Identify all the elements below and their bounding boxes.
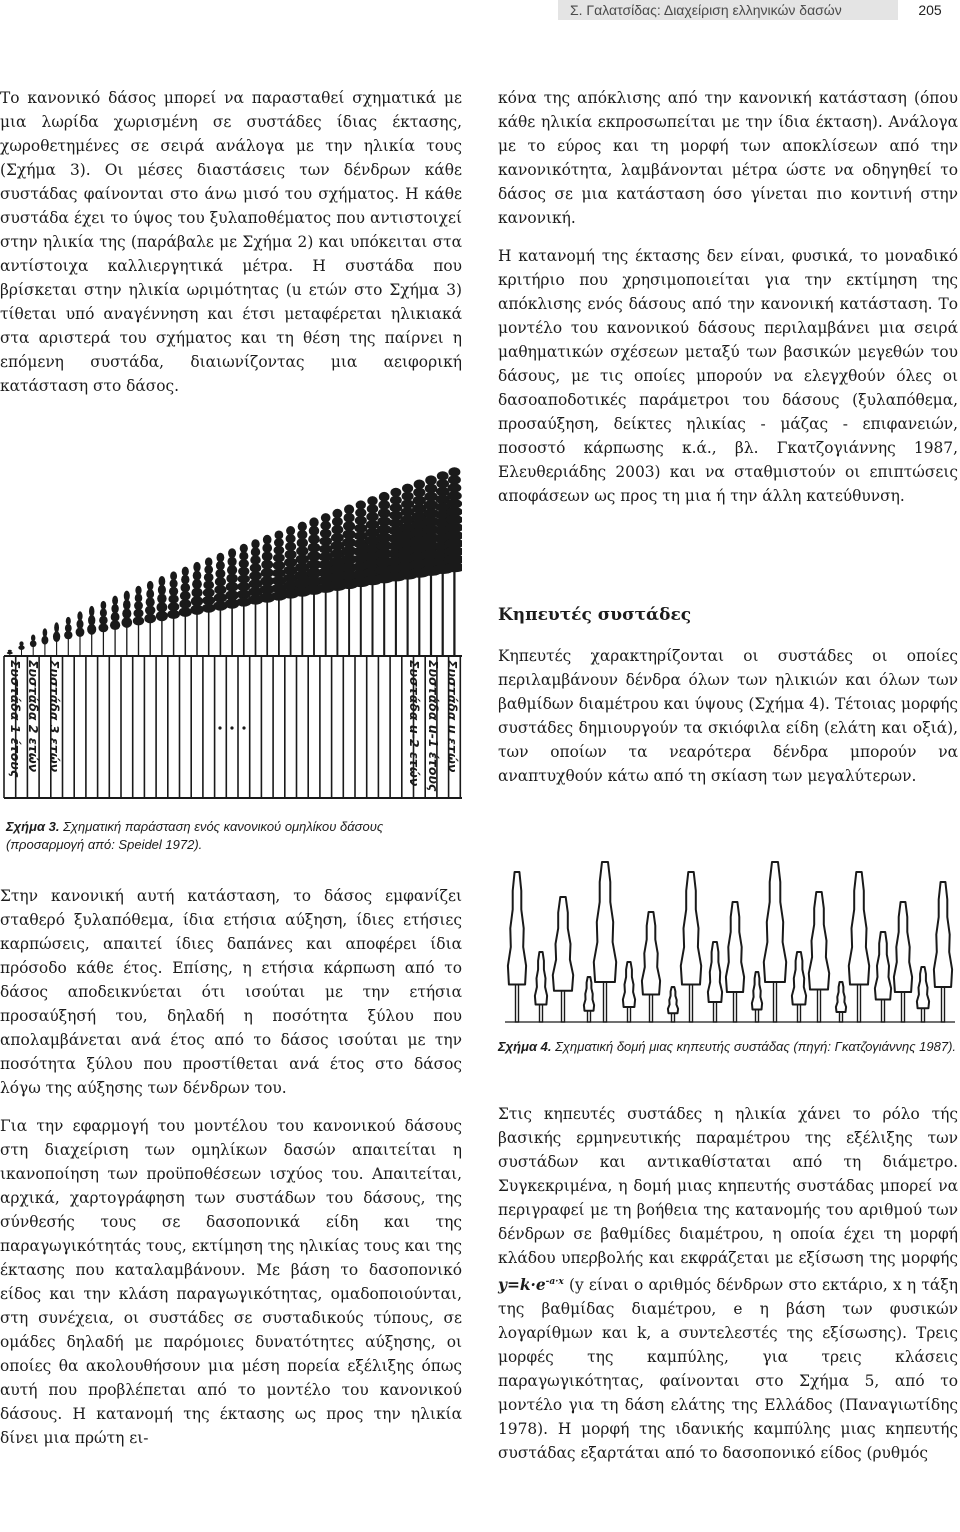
tree-trunk — [672, 1013, 675, 1022]
tree-trunk — [650, 995, 653, 1023]
tree-trunk — [562, 991, 565, 1022]
tree — [30, 635, 37, 656]
tree-crown — [144, 614, 156, 624]
tree — [584, 977, 594, 1022]
tree-crown — [836, 982, 846, 1012]
tree — [764, 862, 786, 1022]
tree-crown — [98, 623, 108, 632]
tree-trunk — [840, 1012, 843, 1022]
paragraph: Το κανονικό δάσος μπορεί να παρασταθεί σχηματικά με μια λωρίδα χωρισμένη σε συστάδες ίδιας έκτασης, χωροθετημένες σε σειρά ανάλογα με την ηλικία τους (Σχήμα 3). Οι μέσες διαστάσεις των δένδρων κάθε συστάδας φαίνονται στο άνω μισό του σχήματος. Η κάθε συστάδα έχει το ύψος του ξυλαποθέματος που αντιστοιχεί στην ηλικία της (παράβαλε με Σχήμα 2) και υπόκειται στα αντίστοιχα καλλιεργητικά μέτρα. Η συστάδα που βρίσκεται στην ηλικία ωριμότητας (u ετών στο Σχήμα 3) τίθεται υπό αναγέννηση και έτσι μεταφέρεται ηλικιακά στα αριστερά του σχήματος και τη θέση της παίρνει η επόμενη συστάδα, διαιωνίζοντας μια αειφορική κατάσταση στο δάσος. — [0, 89, 462, 395]
tree — [156, 576, 168, 656]
formula-base: y=k·e — [498, 1276, 546, 1295]
tree — [752, 972, 762, 1022]
caption-text: Σχηματική δομή μιας κηπευτής συστάδας (πηγή: Γκατζογιάννης 1987). — [555, 1039, 957, 1054]
tree-crown — [30, 640, 37, 647]
caption-text: Σχηματική παράσταση ενός κανονικού ομηλίκου δάσους (προσαρμογή από: Speidel 1972). — [6, 819, 384, 852]
tree-trunk — [714, 1002, 717, 1022]
tree — [64, 617, 72, 656]
tree-trunk — [734, 992, 737, 1022]
tree-trunk — [942, 987, 945, 1022]
caption-label: Σχήμα 3. — [6, 819, 60, 834]
tree — [553, 897, 573, 1022]
tree-crown — [594, 862, 616, 982]
ellipsis-dot — [230, 726, 233, 729]
figure-3-normal-forest — [0, 460, 462, 805]
paragraph-text: Στις κηπευτές συστάδες η ηλικία χάνει το ρόλο τής βασικής ερμηνευτικής παραμέτρου της εξέλιξης των συστάδων και αντικαθίσταται από τη διάμετρο. Συγκεκριμένα, η δομή μιας κηπευτής συστάδας μπορεί να περιγραφεί με τη βοήθεια της κατανομής του αριθμού των δένδρων σε βαθμίδες διαμέτρου, η οποία έχει τη μορφή κλάδου υπερβολής και εκφράζεται με εξίσωση της μορφής — [498, 1105, 958, 1267]
tree-crown — [110, 620, 120, 630]
tree-trunk — [818, 990, 821, 1023]
tree — [87, 606, 96, 656]
tree-trunk — [858, 985, 861, 1023]
tree — [18, 641, 24, 656]
tree-crown — [726, 902, 744, 992]
tree — [508, 872, 526, 1022]
tree-trunk — [690, 985, 693, 1023]
tree-silhouettes — [505, 862, 955, 1022]
tree-crown — [681, 872, 701, 985]
tree-crown — [584, 977, 594, 1011]
tree — [110, 596, 120, 656]
tree-crown — [708, 942, 722, 1002]
tree — [917, 967, 929, 1022]
tree — [642, 912, 660, 1022]
right-column-bottom — [498, 1102, 958, 1465]
paragraph: Κηπευτές χαρακτηρίζονται οι συστάδες οι οποίες περιλαμβάνουν δένδρα όλων των ηλικιών και όλων των βαθμίδων διαμέτρου και ύψους (Σχήμα 4). Τέτοιας μορφής συστάδες δημιουργούν τα σκιόφιλα είδη (ελάτη και οξιά), των οποίων τα νεαρότερα δένδρα μπορούν να αναπτυχθούν κάτω από τη σκίαση των μεγαλύτερων. — [498, 647, 958, 785]
tree — [133, 586, 144, 656]
stand-labels — [8, 660, 460, 792]
left-column-bottom — [0, 884, 462, 1450]
tree-crown — [87, 624, 96, 635]
stand-label: Συστάδα u ετών — [445, 660, 460, 773]
tree-crown — [934, 882, 952, 987]
page-number: 205 — [918, 2, 942, 18]
running-head: Σ. Γαλατσίδας: Διαχείριση ελληνικών δασών — [570, 2, 842, 18]
formula — [498, 1276, 564, 1294]
tree — [836, 982, 846, 1022]
tree — [894, 902, 912, 1022]
tree-crown — [53, 631, 60, 642]
tree-silhouettes — [7, 467, 462, 656]
tree — [167, 571, 180, 656]
tree — [53, 622, 60, 656]
tree — [681, 872, 701, 1022]
tree-crown — [121, 617, 132, 628]
tree-crown — [133, 616, 144, 625]
normal-forest-diagram — [0, 460, 462, 805]
tree — [726, 902, 744, 1022]
tree — [594, 862, 616, 1022]
tree-crown — [64, 631, 72, 639]
paragraph: Για την εφαρμογή του μοντέλου του κανονικού δάσους στη διαχείριση των ομηλίκων δασών απαιτείται η ικανοποίηση των προϋποθέσεων ισχύος του. Απαιτείται, αρχικά, χαρτογράφηση των συστάδων του δάσους, της σύνθεσής τους σε δασοπονικά είδη και της παραγωγικότητάς τους, εκτίμηση της ηλικίας τους και της έκτασης που καταλαμβάνουν. Με βάση το δασοπονικό είδος και την κλάση παραγωγικότητας, ομαδοποιούνται, στη συνέχεια, οι συστάδες σε συσταδικούς τύπους, σε ομάδες δηλαδή με παρόμοιες δυνατότητες αύξησης, οι οποίες θα ακολουθήσουν μια μέση πορεία εξέλιξης όπως αυτή που προβλέπεται από το μοντέλο του κανονικού δάσους. Η κατανομή της έκτασης ως προς την ηλικία δίνει μια πρώτη ει- — [0, 1117, 462, 1447]
tree — [535, 952, 547, 1022]
tree — [623, 962, 635, 1022]
tree-trunk — [922, 1008, 925, 1022]
tree — [934, 882, 952, 1022]
tree-crown — [41, 636, 48, 645]
tree — [121, 591, 132, 656]
tree — [809, 892, 829, 1022]
caption-label: Σχήμα 4. — [498, 1039, 552, 1054]
stand-label: Συστάδα 3 ετών — [47, 660, 62, 773]
tree-trunk — [774, 982, 777, 1022]
tree-crown — [752, 972, 762, 1010]
tree — [849, 872, 869, 1022]
tree — [875, 932, 891, 1022]
tree-crown — [179, 607, 192, 617]
selection-stand-diagram — [505, 860, 955, 1030]
tree — [76, 611, 85, 656]
tree-trunk — [756, 1010, 759, 1023]
ellipsis-dot — [242, 726, 245, 729]
tree-trunk — [516, 985, 519, 1023]
tree — [190, 562, 204, 656]
figure-4-caption — [498, 1038, 958, 1056]
tree-crown — [894, 902, 912, 992]
paragraph-text: (y είναι ο αριθμός δένδρων στο εκτάριο, x η τάξη της βαθμίδας διαμέτρου, e η βάση των φυσικών λογαρίθμων και k, a συντελεστές της εξίσωσης). Τρεις μορφές της καμπύλης, για τρεις κλάσεις παραγωγικότητας, φαίνονται στο Σχήμα 5, από το μοντέλο για τη δάση ελάτης της Ελλάδος (Παναγιωτίδης 1978). Η μορφή της ιδανικής καμπύλης μιας κηπευτής συστάδας εξαρτάται από το δασοπονικό είδος (ρυθμός — [498, 1276, 958, 1463]
paragraph: Στην κανονική αυτή κατάσταση, το δάσος εμφανίζει σταθερό ξυλαπόθεμα, ίδια ετήσια αύξηση, ίδιες ετήσιες καρπώσεις, απαιτεί ίδιες δαπάνες και αποφέρει ίδια πρόσοδο κάθε έτος. Επίσης, η ετήσια κάρπωση από το δάσος αποδεικνύεται ότι ισούται με την ετήσια προσαύξησή του, δηλαδή η ποσότητα ξύλου που απολαμβάνεται ανά έτος από το δάσος ισούται με την ποσότητα ξύλου που προστίθεται ανά έτος στο δάσος λόγω της αύξησης των δένδρων του. — [0, 887, 462, 1097]
stand-label: Συστάδα u-1 έτους — [426, 660, 441, 792]
tree-crown — [156, 611, 168, 621]
tree-crown — [167, 610, 180, 619]
tree-crown — [553, 897, 573, 991]
tree — [41, 628, 48, 656]
tree-trunk — [902, 992, 905, 1022]
tree-trunk — [882, 1000, 885, 1023]
section-heading: Κηπευτές συστάδες — [498, 605, 692, 625]
stand-label: Συστάδα u-2 ετών — [407, 660, 422, 787]
figure-4-selection-stand — [505, 860, 955, 1030]
figure-3-caption — [6, 818, 462, 854]
tree-trunk — [604, 982, 607, 1022]
tree-crown — [849, 872, 869, 985]
tree-crown — [508, 872, 526, 985]
tree-crown — [792, 952, 806, 1005]
tree — [98, 601, 108, 656]
tree-crown — [18, 645, 24, 650]
paragraph: Η κατανομή της έκτασης δεν είναι, φυσικά, το μοναδικό κριτήριο που χρησιμοποιείται για την εκτίμηση της απόκλισης ενός δάσους από την κανονική κατάσταση. Το μοντέλο του κανονικού δάσους περιλαμβάνει μια σειρά μαθηματικών σχέσεων μεταξύ των βασικών μεγεθών του δάσους, με τις οποίες μπορούν να ελεγχθούν όλες οι δασοαποδοτικές παράμετροι του δάσους (ξυλαπόθεμα, προσαύξηση, δείκτες ηλικίας - μάζας - επιφανειών, ποσοστό κάρπωσης κ.ά., βλ. Γκατζογιάννης 1987, Ελευθεριάδης 2003) και να σταθμιστούν οι επιπτώσεις αποφάσεων ως προς τη μια ή την άλλη κατεύθυνση. — [498, 247, 958, 505]
tree-crown — [809, 892, 829, 990]
right-column-top — [498, 86, 958, 508]
formula-exponent: -a·x — [545, 1277, 564, 1287]
tree — [708, 942, 722, 1022]
tree-crown — [917, 967, 929, 1008]
paragraph — [498, 1102, 958, 1465]
tree-crown — [190, 605, 204, 615]
tree-crown — [642, 912, 660, 995]
stand-label: Συστάδα 1 έτους — [8, 660, 23, 778]
stand-label: Συστάδα 2 ετών — [26, 660, 41, 773]
tree — [668, 987, 678, 1022]
tree — [144, 581, 156, 656]
paragraph: κόνα της απόκλισης από την κανονική κατάσταση (όπου κάθε ηλικία εκπροσωπείται με την ίδια έκταση). Ανάλογα με το εύρος και τη μορφή των αποκλίσεων από την κανονικότητα, λαμβάνονται μέτρα ώστε να οδηγηθεί το δάσος σε μια κατάσταση όσο γίνεται πιο κοντινή στην κανονική. — [498, 89, 958, 227]
tree-crown — [875, 932, 891, 1000]
left-column-top — [0, 86, 462, 398]
tree — [179, 567, 192, 656]
tree-crown — [76, 627, 85, 637]
tree-trunk — [798, 1005, 801, 1023]
tree — [792, 952, 806, 1022]
tree-crown — [7, 652, 13, 654]
tree-crown — [764, 862, 786, 982]
tree-trunk — [588, 1011, 591, 1022]
tree-trunk — [628, 1007, 631, 1022]
page-header — [0, 0, 960, 22]
ellipsis-dot — [218, 726, 221, 729]
tree-crown — [535, 952, 547, 1005]
right-column-middle — [498, 644, 958, 788]
tree-crown — [668, 987, 678, 1013]
tree-trunk — [540, 1005, 543, 1023]
tree-crown — [623, 962, 635, 1007]
